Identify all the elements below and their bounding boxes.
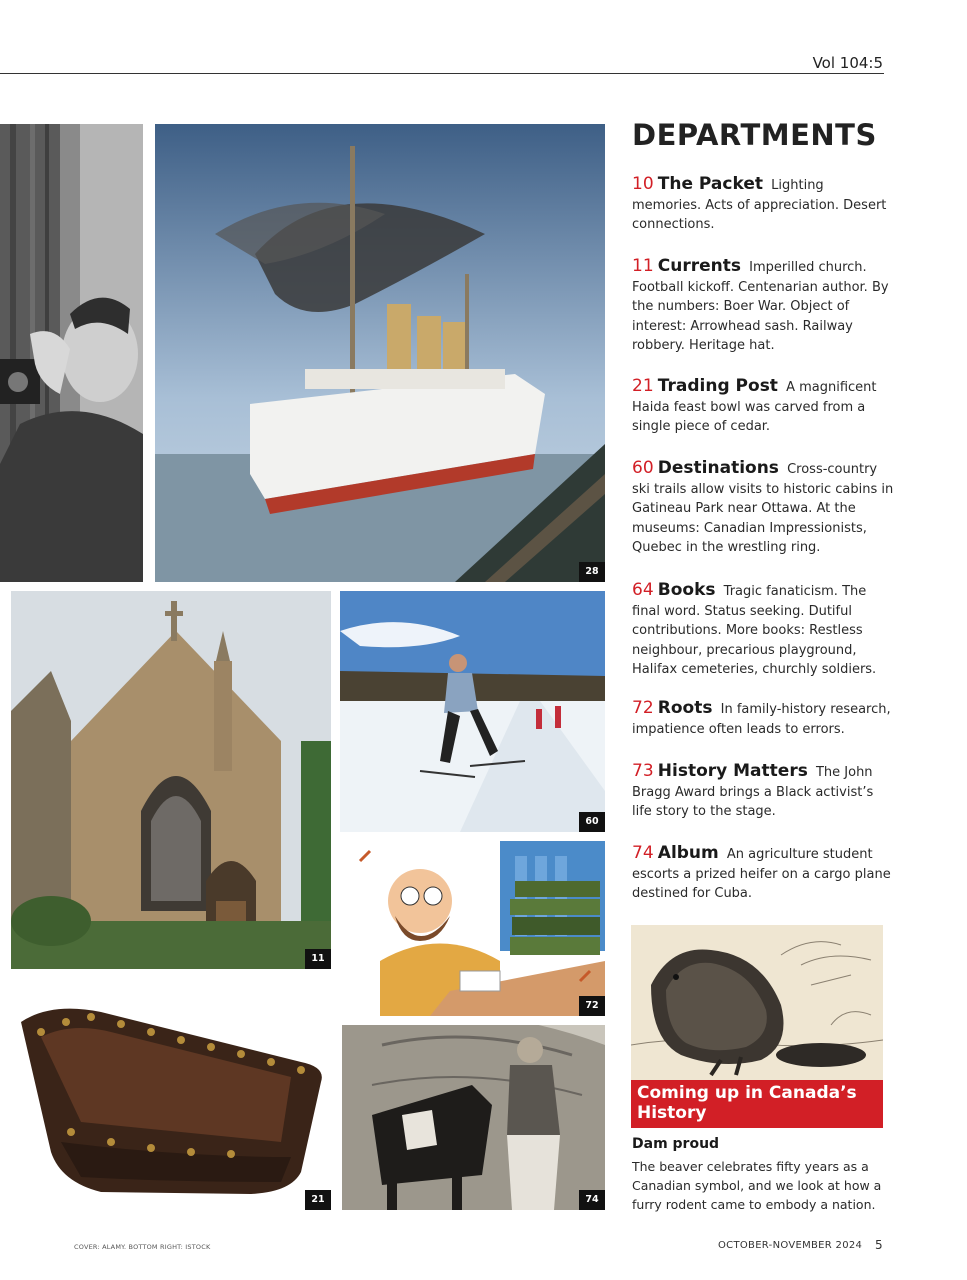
issue-date: OCTOBER-NOVEMBER 2024 bbox=[718, 1240, 863, 1251]
entry-text: A magnificent Haida feast bowl was carved from a single piece of cedar. bbox=[632, 380, 877, 434]
skier-page-number: 60 bbox=[579, 812, 605, 832]
ship-page-number: 28 bbox=[579, 562, 605, 582]
entry-name: Books bbox=[657, 580, 716, 600]
teaser-body: The beaver celebrates fifty years as a Canadian symbol, and we look at how a furry rodent came to embody a nation. bbox=[632, 1159, 882, 1212]
page-number: 5 bbox=[875, 1238, 883, 1252]
departments-title: DEPARTMENTS bbox=[632, 118, 877, 152]
department-entry[interactable] bbox=[632, 844, 894, 904]
department-entry[interactable] bbox=[632, 257, 894, 356]
coming-up-banner: Coming up in Canada’s History bbox=[631, 1080, 883, 1128]
entry-page: 11 bbox=[632, 256, 654, 276]
entry-name: Trading Post bbox=[657, 376, 778, 396]
entry-text: Lighting memories. Acts of appreciation. Desert connections. bbox=[632, 178, 887, 232]
heifer-page-number: 74 bbox=[579, 1190, 605, 1210]
entry-text: In family-history research, impatience often leads to errors. bbox=[632, 702, 891, 737]
entry-page: 74 bbox=[632, 843, 654, 863]
entry-name: The Packet bbox=[657, 174, 763, 194]
entry-text: Cross-country ski trails allow visits to historic cabins in Gatineau Park near Ottawa. At the museums: Canadian Impressionists, Quebec in the wrestling ring. bbox=[632, 462, 894, 555]
bowl-page-number: 21 bbox=[305, 1190, 331, 1210]
department-entry[interactable] bbox=[632, 459, 894, 558]
department-entry[interactable] bbox=[632, 175, 894, 235]
entry-text: Tragic fanaticism. The final word. Status seeking. Dutiful contributions. More books: Restless neighbour, precarious playground, Halifax cemeteries, churchly soldiers. bbox=[632, 584, 877, 677]
volume-label: Vol 104:5 bbox=[812, 54, 883, 72]
entry-name: Roots bbox=[657, 698, 713, 718]
church-photo[interactable] bbox=[11, 591, 331, 969]
entry-page: 73 bbox=[632, 761, 654, 781]
church-page-number: 11 bbox=[305, 949, 331, 969]
department-entry[interactable] bbox=[632, 581, 894, 680]
entry-page: 60 bbox=[632, 458, 654, 478]
entry-text: Imperilled church. Football kickoff. Centenarian author. By the numbers: Boer War. Object of interest: Arrowhead sash. Railway robbery. Heritage hat. bbox=[632, 260, 889, 353]
entry-page: 64 bbox=[632, 580, 654, 600]
entry-name: Currents bbox=[657, 256, 742, 276]
photo-credit: COVER: ALAMY. BOTTOM RIGHT: ISTOCK bbox=[74, 1243, 211, 1251]
ship-photo[interactable] bbox=[155, 124, 605, 582]
department-entry[interactable] bbox=[632, 762, 894, 822]
beaver-engraving[interactable] bbox=[631, 925, 883, 1080]
photographer-photo[interactable] bbox=[0, 124, 143, 582]
cartoon-page-number: 72 bbox=[579, 996, 605, 1016]
header-rule bbox=[0, 73, 884, 74]
entry-name: Destinations bbox=[657, 458, 779, 478]
skier-photo[interactable] bbox=[340, 591, 605, 832]
entry-name: Album bbox=[657, 843, 719, 863]
department-entry[interactable] bbox=[632, 699, 894, 739]
entry-page: 21 bbox=[632, 376, 654, 396]
bowl-photo[interactable] bbox=[11, 982, 331, 1210]
department-entry[interactable] bbox=[632, 377, 894, 437]
heifer-photo[interactable] bbox=[342, 1025, 605, 1210]
entry-name: History Matters bbox=[657, 761, 808, 781]
entry-text: An agriculture student escorts a prized heifer on a cargo plane destined for Cuba. bbox=[632, 847, 891, 901]
entry-page: 72 bbox=[632, 698, 654, 718]
entry-page: 10 bbox=[632, 174, 654, 194]
entry-text: The John Bragg Award brings a Black activist’s life story to the stage. bbox=[632, 765, 874, 819]
teaser-headline: Dam proud bbox=[632, 1136, 720, 1152]
cartoon-illustration[interactable] bbox=[340, 841, 605, 1016]
